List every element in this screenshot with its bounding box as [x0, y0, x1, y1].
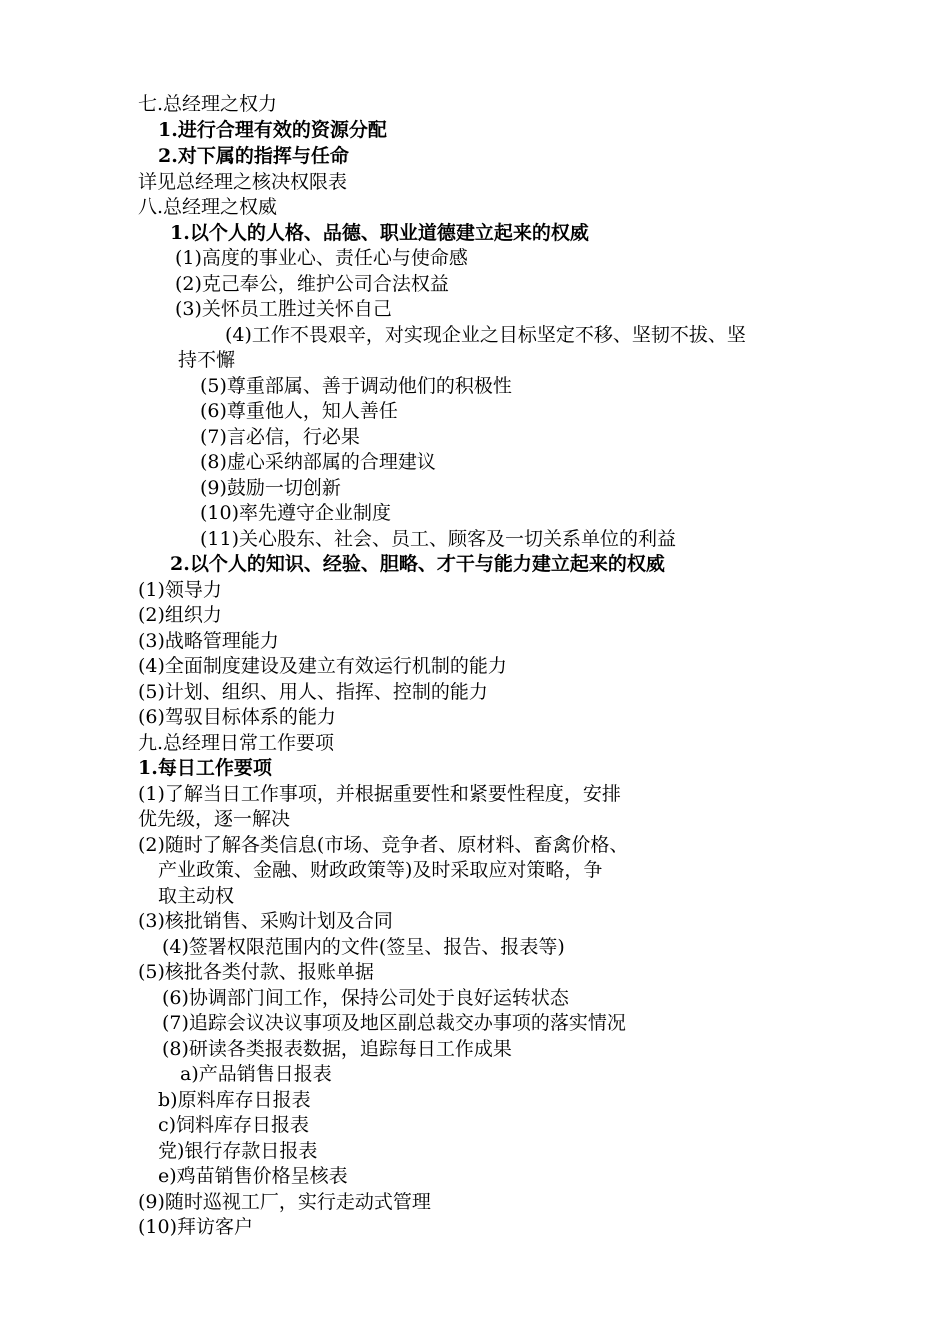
list-item: (10)率先遵守企业制度 [200, 502, 392, 524]
sub-list-item: b)原料库存日报表 [158, 1089, 311, 1111]
list-item: (9)随时巡视工厂，实行走动式管理 [138, 1191, 431, 1213]
list-item: (6)尊重他人，知人善任 [200, 400, 398, 422]
section-heading-9: 九.总经理日常工作要项 [138, 732, 335, 754]
list-item: 1.进行合理有效的资源分配 [158, 119, 387, 141]
list-item: 2.对下属的指挥与任命 [158, 145, 349, 167]
list-item: 1.每日工作要项 [138, 757, 272, 779]
sub-list-item: e)鸡苗销售价格呈核表 [158, 1165, 348, 1187]
list-item: (10)拜访客户 [138, 1216, 254, 1238]
list-item: (2)随时了解各类信息(市场、竞争者、原材料、畜禽价格、 [138, 834, 629, 856]
list-item: (1)领导力 [138, 579, 222, 601]
list-item: 2.以个人的知识、经验、胆略、才干与能力建立起来的权威 [170, 553, 665, 575]
list-item: (5)尊重部属、善于调动他们的积极性 [200, 375, 512, 397]
list-item: (6)驾驭目标体系的能力 [138, 706, 336, 728]
list-item-continuation: 持不懈 [178, 349, 236, 371]
section-heading-7: 七.总经理之权力 [138, 93, 278, 115]
list-item: (8)虚心采纳部属的合理建议 [200, 451, 436, 473]
list-item: (1)高度的事业心、责任心与使命感 [175, 247, 468, 269]
sub-list-item: a)产品销售日报表 [180, 1063, 332, 1085]
list-item: (8)研读各类报表数据，追踪每日工作成果 [162, 1038, 512, 1060]
sub-list-item: c)饲料库存日报表 [158, 1114, 310, 1136]
list-item: (11)关心股东、社会、员工、顾客及一切关系单位的利益 [200, 528, 677, 550]
list-item-continuation: 产业政策、金融、财政政策等)及时采取应对策略，争 [158, 859, 603, 881]
list-item: (3)核批销售、采购计划及合同 [138, 910, 393, 932]
list-item: (1)了解当日工作事项，并根据重要性和紧要性程度，安排 [138, 783, 621, 805]
list-item: (4)全面制度建设及建立有效运行机制的能力 [138, 655, 507, 677]
list-item: 1.以个人的人格、品德、职业道德建立起来的权威 [170, 222, 589, 244]
sub-list-item: 党)银行存款日报表 [158, 1140, 318, 1162]
list-item: (2)克己奉公，维护公司合法权益 [175, 273, 449, 295]
list-item: (7)追踪会议决议事项及地区副总裁交办事项的落实情况 [162, 1012, 626, 1034]
list-item-continuation: 取主动权 [158, 885, 235, 907]
list-item: (2)组织力 [138, 604, 222, 626]
list-item: (9)鼓励一切创新 [200, 477, 341, 499]
list-item: (6)协调部门间工作，保持公司处于良好运转状态 [162, 987, 569, 1009]
list-item: (5)核批各类付款、报账单据 [138, 961, 374, 983]
list-item: (3)关怀员工胜过关怀自己 [175, 298, 392, 320]
list-item: (7)言必信，行必果 [200, 426, 360, 448]
list-item: (5)计划、组织、用人、指挥、控制的能力 [138, 681, 488, 703]
paragraph: 详见总经理之核决权限表 [138, 171, 348, 193]
list-item: (3)战略管理能力 [138, 630, 279, 652]
list-item: (4)工作不畏艰辛，对实现企业之目标坚定不移、坚韧不拔、坚 [225, 324, 746, 346]
list-item: (4)签署权限范围内的文件(签呈、报告、报表等) [162, 936, 565, 958]
section-heading-8: 八.总经理之权威 [138, 196, 278, 218]
list-item-continuation: 优先级，逐一解决 [138, 808, 291, 830]
